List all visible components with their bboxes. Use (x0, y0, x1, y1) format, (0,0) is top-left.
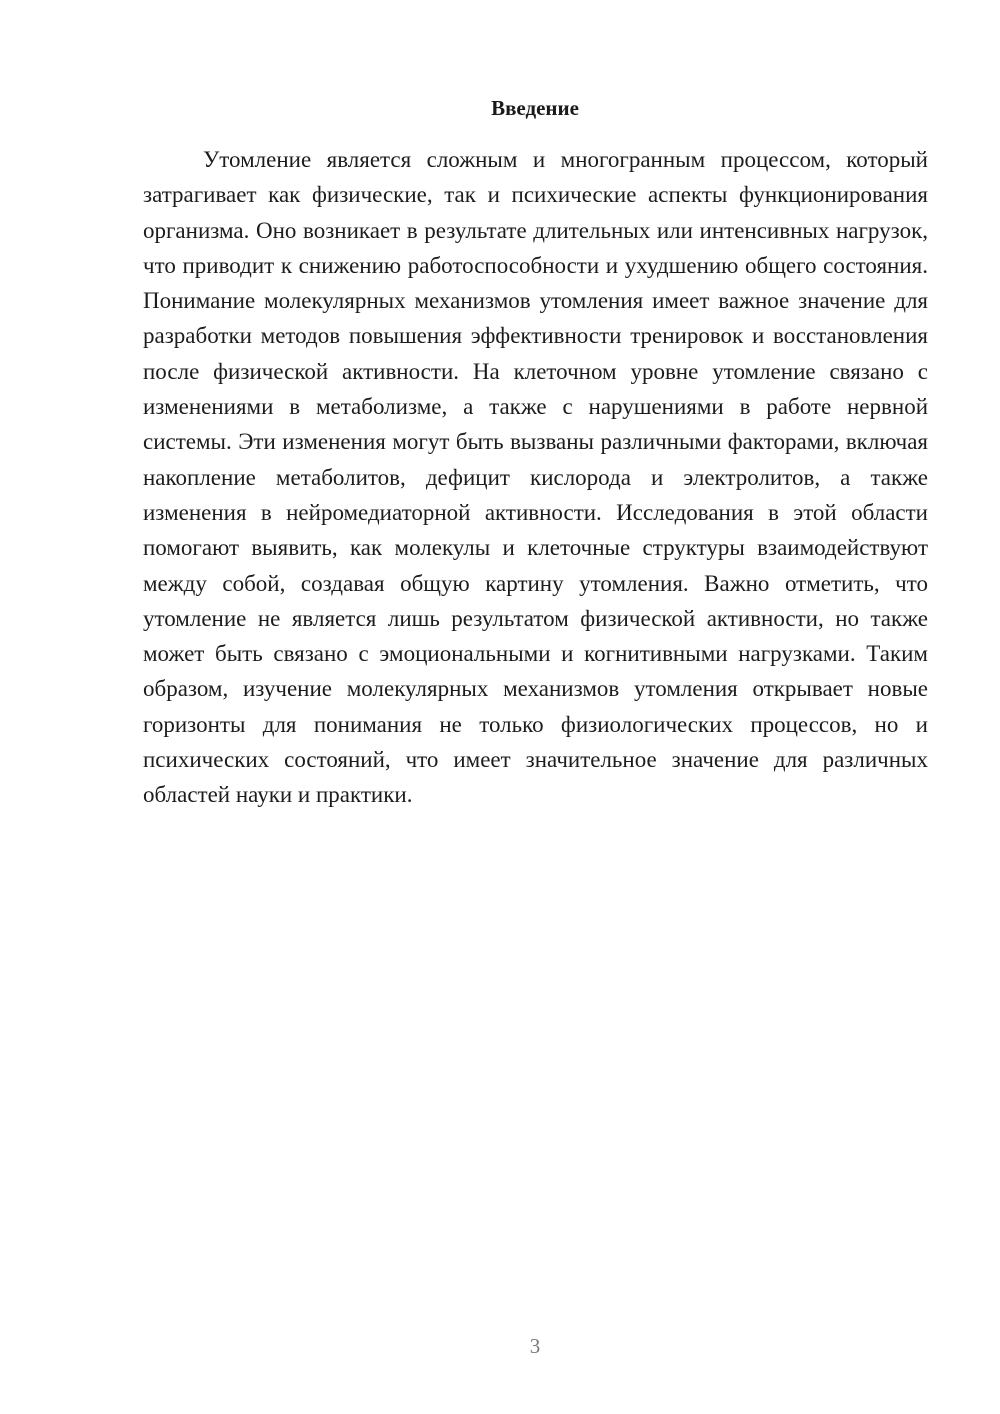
page-number: 3 (529, 1334, 541, 1358)
section-heading: Введение (491, 96, 579, 120)
body-paragraph: Утомление является сложным и многогранным процессом, который затрагивает как физические, так и психические аспекты функционирования организма. Оно возникает в результате длительных или интенсивных нагрузок, что приводит к снижению работоспособности и ухудшению общего состояния. Понимание молекулярных механизмов утомления имеет важное значение для разработки методов повышения эффективности тренировок и восстановления после физической активности. На клеточном уровне утомление связано с изменениями в метаболизме, а также с нарушениями в работе нервной системы. Эти изменения могут быть вызваны различными факторами, включая накопление метаболитов, дефицит кислорода и электролитов, а также изменения в нейромедиаторной активности. Исследования в этой области помогают выявить, как молекулы и клеточные структуры взаимодействуют между собой, создавая общую картину утомления. Важно отметить, что утомление не является лишь результатом физической активности, но также может быть связано с эмоциональными и когнитивными нагрузками. Таким образом, изучение молекулярных механизмов утомления открывает новые горизонты для понимания не только физиологических процессов, но и психических состояний, что имеет значительное значение для различных областей науки и практики. (143, 147, 928, 808)
